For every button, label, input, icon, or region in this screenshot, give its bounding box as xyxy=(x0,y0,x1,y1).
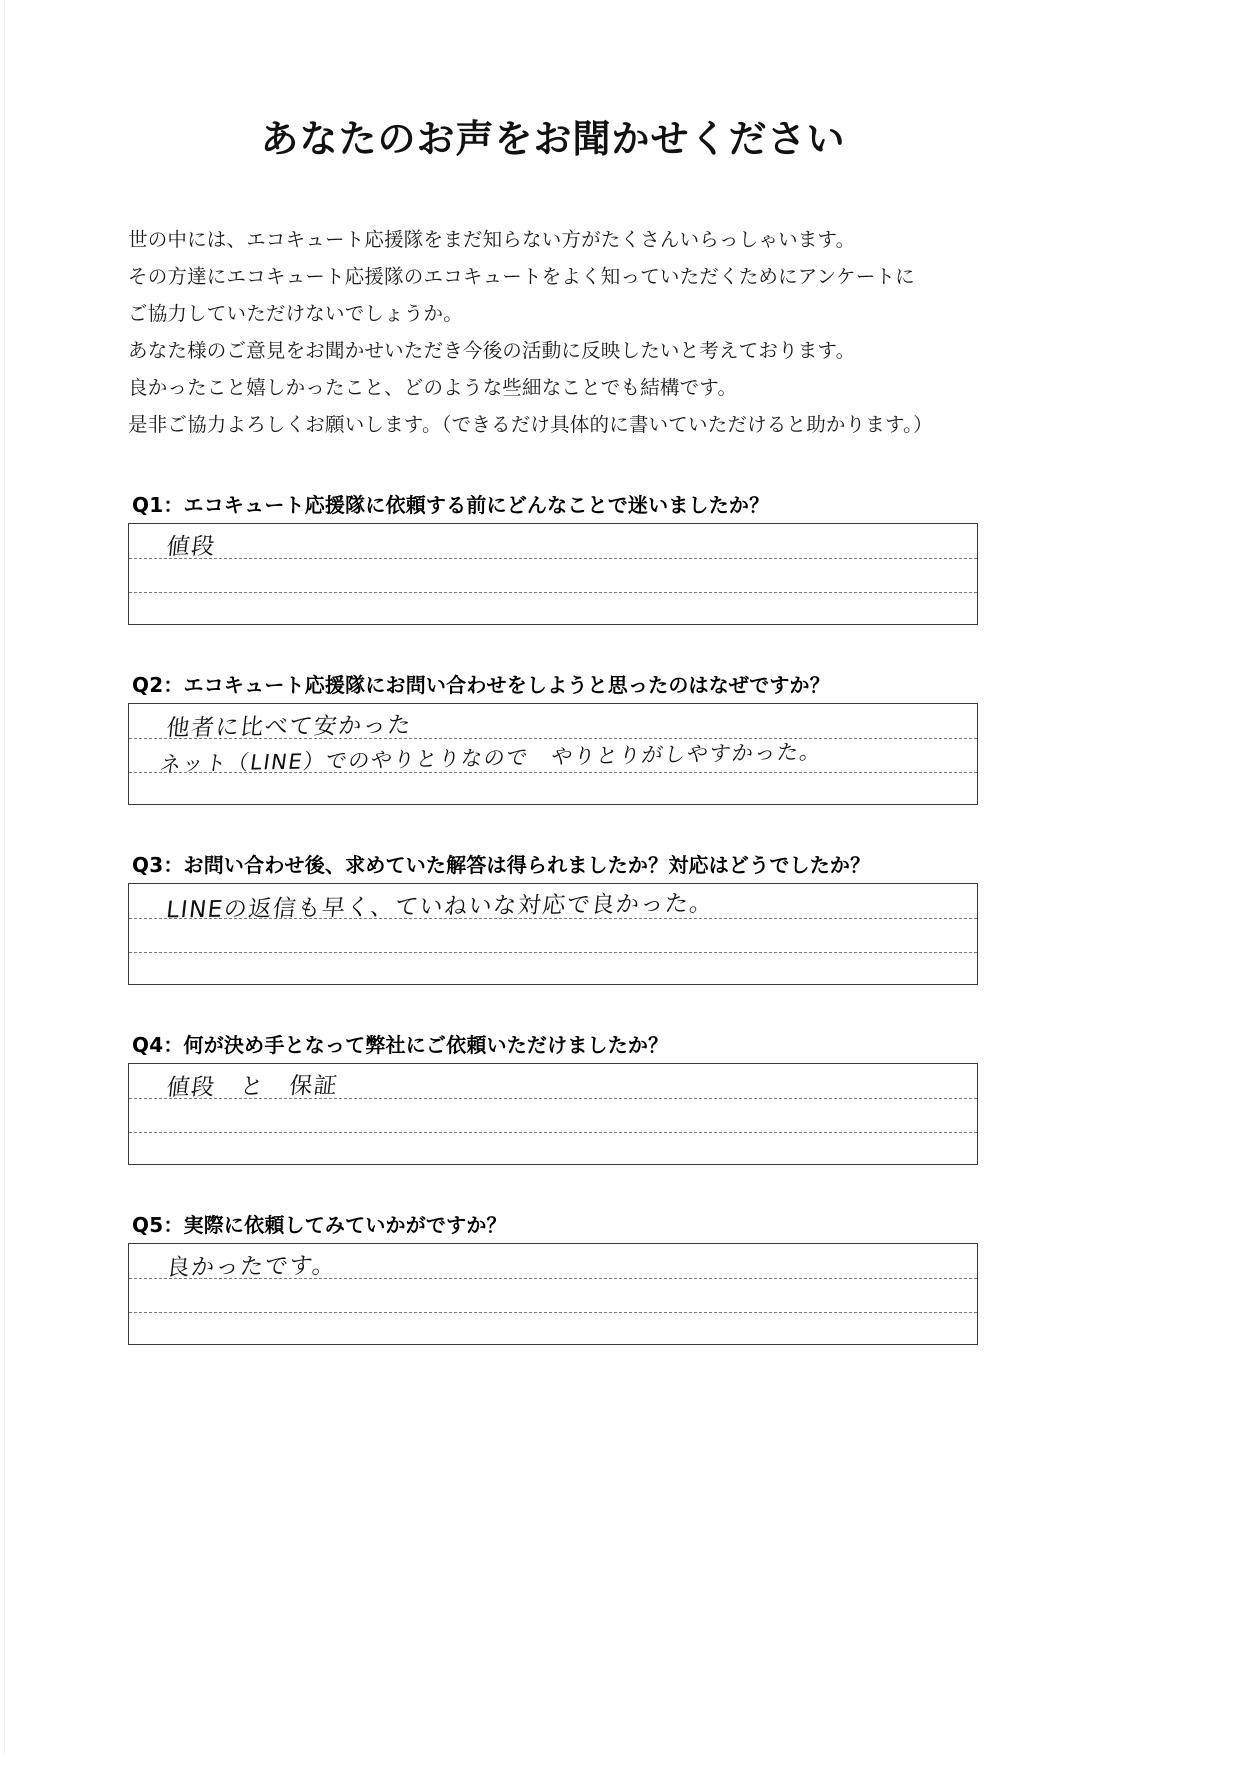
question-block-q2 xyxy=(128,669,978,805)
question-label-q5: Q5：実際に依頼してみていかがですか？ xyxy=(132,1213,507,1237)
handwritten-answer-q3-line1: LINEの返信も早く、ていねいな対応で良かった。 xyxy=(164,890,716,924)
question-label-q4: Q4：何が決め手となって弊社にご依頼いただけましたか？ xyxy=(132,1033,669,1057)
answer-box-q2[interactable] xyxy=(128,703,978,805)
page-title: あなたのお声をお聞かせください xyxy=(260,117,846,161)
scan-edge xyxy=(4,0,5,1754)
intro-line-4: あなた様のご意見をお聞かせいただき今後の活動に反映したいと考えております。 xyxy=(128,339,856,362)
answer-box-q4[interactable] xyxy=(128,1063,978,1165)
handwritten-answer-q4-line1: 値段 と 保証 xyxy=(165,1072,340,1102)
handwritten-answer-q1-line1: 値段 xyxy=(165,533,218,561)
intro-line-5: 良かったこと嬉しかったこと、どのような些細なことでも結構です。 xyxy=(128,376,738,399)
answer-box-q3[interactable] xyxy=(128,883,978,985)
question-block-q1 xyxy=(128,489,978,625)
question-block-q4 xyxy=(128,1029,978,1165)
intro-line-2: その方達にエコキュート応援隊のエコキュートをよく知っていただくためにアンケートに xyxy=(128,265,915,288)
survey-content xyxy=(128,0,978,1765)
answer-box-q5[interactable] xyxy=(128,1243,978,1345)
question-label-q2: Q2：エコキュート応援隊にお問い合わせをしようと思ったのはなぜですか？ xyxy=(132,673,830,697)
intro-line-3: ご協力していただけないでしょうか。 xyxy=(128,302,463,325)
handwritten-answer-q2-line2: ネット（LINE）でのやりとりなので やりとりがしやすかった。 xyxy=(158,739,824,777)
handwritten-answer-q5-line1: 良かったです。 xyxy=(165,1252,338,1282)
page-bottom-margin xyxy=(128,1345,978,1765)
question-block-q5 xyxy=(128,1209,978,1345)
question-label-q1: Q1：エコキュート応援隊に依頼する前にどんなことで迷いましたか？ xyxy=(132,493,770,517)
intro-line-6: 是非ご協力よろしくお願いします。（できるだけ具体的に書いていただけると助かります。） xyxy=(128,413,933,436)
intro-paragraph xyxy=(128,221,978,443)
question-block-q3 xyxy=(128,849,978,985)
answer-box-q1[interactable] xyxy=(128,523,978,625)
intro-line-1: 世の中には、エコキュート応援隊をまだ知らない方がたくさんいらっしゃいます。 xyxy=(128,228,856,251)
question-label-q3: Q3：お問い合わせ後、求めていた解答は得られましたか？対応はどうでしたか？ xyxy=(132,853,871,877)
handwritten-answer-q2-line1: 他者に比べて安かった xyxy=(165,712,414,742)
